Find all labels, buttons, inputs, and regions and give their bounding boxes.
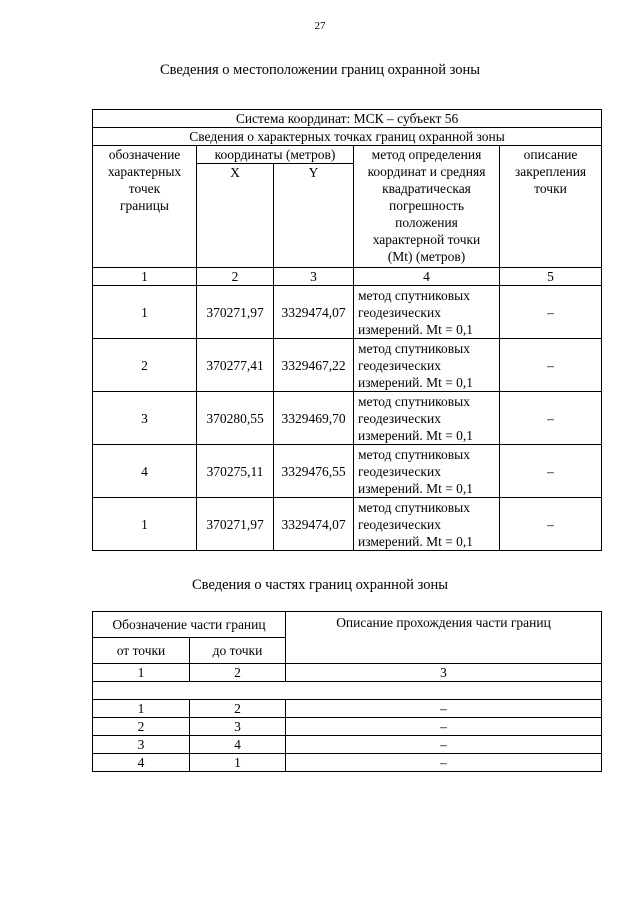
coord-system-cell: Система координат: МСК – субъект 56 xyxy=(93,110,602,128)
method-line: измерений. Mt = 0,1 xyxy=(358,533,474,549)
boundary-parts-table xyxy=(92,611,602,772)
designation-header xyxy=(93,146,197,268)
parts-empty-row xyxy=(93,682,602,700)
table-row xyxy=(93,339,602,392)
to-point: 4 xyxy=(190,736,286,754)
parts-column-numbers-row xyxy=(93,664,602,682)
method-cell xyxy=(354,445,500,498)
table-row xyxy=(93,498,602,551)
fixing-header-line: точки xyxy=(534,181,567,196)
point-id: 1 xyxy=(93,498,197,551)
table-row xyxy=(93,736,602,754)
point-id: 2 xyxy=(93,339,197,392)
from-point: 3 xyxy=(93,736,190,754)
point-id: 3 xyxy=(93,392,197,445)
to-point: 1 xyxy=(190,754,286,772)
method-header-line: (Mt) (метров) xyxy=(387,249,466,264)
column-numbers-row xyxy=(93,268,602,286)
x-value: 370271,97 xyxy=(197,286,274,339)
column-number: 2 xyxy=(197,268,274,286)
method-line: измерений. Mt = 0,1 xyxy=(358,427,474,443)
method-line: геодезических xyxy=(358,516,441,532)
method-cell xyxy=(354,339,500,392)
y-value: 3329476,55 xyxy=(274,445,354,498)
column-number: 1 xyxy=(93,268,197,286)
points-info-cell: Сведения о характерных точках границ охранной зоны xyxy=(93,128,602,146)
column-number: 5 xyxy=(500,268,602,286)
column-number: 2 xyxy=(190,664,286,682)
method-line: геодезических xyxy=(358,357,441,373)
to-point-header: до точки xyxy=(190,638,286,664)
column-number: 4 xyxy=(354,268,500,286)
from-point: 1 xyxy=(93,700,190,718)
y-value: 3329474,07 xyxy=(274,498,354,551)
designation-header-line: границы xyxy=(119,198,170,213)
fixing-description: – xyxy=(500,392,602,445)
method-header-line: координат и средняя xyxy=(367,164,486,179)
point-id: 1 xyxy=(93,286,197,339)
column-number: 3 xyxy=(286,664,602,682)
y-value: 3329474,07 xyxy=(274,286,354,339)
from-point-header: от точки xyxy=(93,638,190,664)
part-description: – xyxy=(286,736,602,754)
method-header-line: квадратическая xyxy=(382,181,471,196)
designation-header-line: точек xyxy=(128,181,161,196)
method-header-line: характерной точки xyxy=(372,232,481,247)
method-line: метод спутниковых xyxy=(358,340,470,356)
parts-header-row-1 xyxy=(93,612,602,638)
part-description-header: Описание прохождения части границ xyxy=(286,612,602,664)
method-line: измерений. Mt = 0,1 xyxy=(358,374,474,390)
part-description: – xyxy=(286,700,602,718)
method-line: геодезических xyxy=(358,304,441,320)
method-header-line: метод определения xyxy=(371,147,482,162)
fixing-description: – xyxy=(500,498,602,551)
part-description: – xyxy=(286,718,602,736)
from-point: 4 xyxy=(93,754,190,772)
x-value: 370280,55 xyxy=(197,392,274,445)
part-designation-header: Обозначение части границ xyxy=(93,612,286,638)
x-value: 370277,41 xyxy=(197,339,274,392)
method-cell xyxy=(354,498,500,551)
method-header-line: погрешность xyxy=(388,198,464,213)
point-id: 4 xyxy=(93,445,197,498)
method-line: метод спутниковых xyxy=(358,499,470,515)
column-number: 3 xyxy=(274,268,354,286)
method-line: метод спутниковых xyxy=(358,446,470,462)
page-number: 27 xyxy=(314,20,326,32)
empty-cell xyxy=(93,682,602,700)
coordinates-header: координаты (метров) xyxy=(197,146,354,164)
fixing-header-line: описание xyxy=(523,147,578,162)
method-header-line: положения xyxy=(395,215,458,230)
table-row xyxy=(93,392,602,445)
table-row xyxy=(93,445,602,498)
table-row xyxy=(93,754,602,772)
boundary-points-table xyxy=(92,109,602,551)
fixing-description: – xyxy=(500,339,602,392)
method-line: измерений. Mt = 0,1 xyxy=(358,321,474,337)
fixing-description: – xyxy=(500,286,602,339)
to-point: 2 xyxy=(190,700,286,718)
method-line: измерений. Mt = 0,1 xyxy=(358,480,474,496)
method-cell xyxy=(354,392,500,445)
part-description: – xyxy=(286,754,602,772)
x-value: 370275,11 xyxy=(197,445,274,498)
y-header: Y xyxy=(274,164,354,268)
section-heading-boundary-location: Сведения о местоположении границ охранной зоны xyxy=(159,62,480,78)
x-value: 370271,97 xyxy=(197,498,274,551)
fixing-header-line: закрепления xyxy=(514,164,587,179)
method-header xyxy=(354,146,500,268)
y-value: 3329469,70 xyxy=(274,392,354,445)
points-info-row xyxy=(93,128,602,146)
method-line: геодезических xyxy=(358,410,441,426)
section-heading-boundary-parts: Сведения о частях границ охранной зоны xyxy=(192,577,448,593)
method-cell xyxy=(354,286,500,339)
method-line: метод спутниковых xyxy=(358,393,470,409)
designation-header-line: характерных xyxy=(107,164,182,179)
method-line: метод спутниковых xyxy=(358,287,470,303)
fixing-description: – xyxy=(500,445,602,498)
table-row xyxy=(93,718,602,736)
column-number: 1 xyxy=(93,664,190,682)
designation-header-line: обозначение xyxy=(108,147,181,162)
method-line: геодезических xyxy=(358,463,441,479)
from-point: 2 xyxy=(93,718,190,736)
coord-system-row xyxy=(93,110,602,128)
table-row xyxy=(93,700,602,718)
fixing-description-header xyxy=(500,146,602,268)
to-point: 3 xyxy=(190,718,286,736)
header-row-1 xyxy=(93,146,602,164)
x-header: X xyxy=(197,164,274,268)
y-value: 3329467,22 xyxy=(274,339,354,392)
table-row xyxy=(93,286,602,339)
